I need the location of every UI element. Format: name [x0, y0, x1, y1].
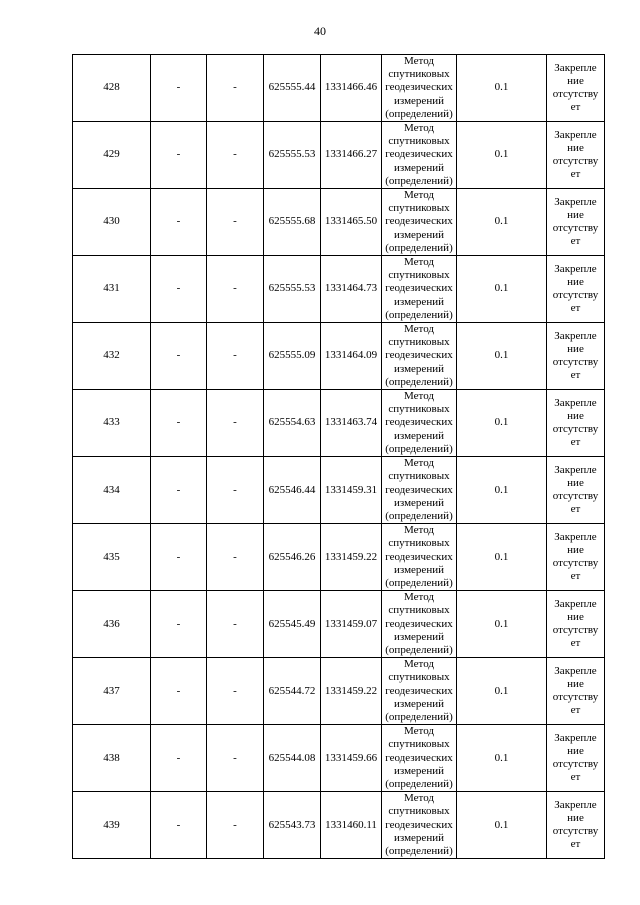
y-coordinate-cell: 1331459.66 [321, 725, 382, 792]
method-cell-line: спутниковых [388, 470, 450, 483]
method-cell-line: измерений [394, 228, 444, 241]
coordinates-table [72, 54, 605, 859]
fixation-cell [547, 323, 605, 390]
x-coordinate-cell: 625546.26 [264, 524, 321, 591]
method-cell-line: измерений [394, 697, 444, 710]
fixation-cell-line: Закрепле [554, 329, 597, 342]
x-coordinate-cell: 625555.68 [264, 189, 321, 256]
fixation-cell [547, 122, 605, 189]
method-cell-line: геодезических [385, 148, 453, 161]
fixation-cell-line: отсутству [552, 155, 599, 168]
fixation-cell-line: отсутству [552, 490, 599, 503]
table-row [73, 189, 605, 256]
method-cell-line: геодезических [385, 818, 453, 831]
fixation-cell-line: ние [567, 744, 584, 757]
method-cell [382, 122, 457, 189]
fixation-cell-line: отсутству [552, 758, 599, 771]
fixation-cell-line: ет [570, 570, 581, 583]
y-coordinate-cell: 1331464.09 [321, 323, 382, 390]
dash-cell: - [207, 256, 264, 323]
dash-cell: - [207, 323, 264, 390]
fixation-cell-line: Закрепле [554, 396, 597, 409]
x-coordinate-cell: 625546.44 [264, 457, 321, 524]
fixation-cell [547, 256, 605, 323]
fixation-cell-line: ние [567, 543, 584, 556]
fixation-cell-line: отсутству [552, 624, 599, 637]
method-cell-line: измерений [394, 563, 444, 576]
fixation-cell [547, 658, 605, 725]
dash-cell: - [151, 725, 207, 792]
method-cell-line: (определений) [385, 844, 453, 857]
method-cell-line: спутниковых [388, 135, 450, 148]
fixation-cell-line: ет [570, 771, 581, 784]
fixation-cell-line: отсутству [552, 825, 599, 838]
fixation-cell-line: отсутству [552, 356, 599, 369]
y-coordinate-cell: 1331459.22 [321, 524, 382, 591]
dash-cell: - [151, 792, 207, 859]
x-coordinate-cell: 625555.44 [264, 55, 321, 122]
accuracy-cell: 0.1 [457, 792, 547, 859]
fixation-cell-line: ние [567, 476, 584, 489]
accuracy-cell: 0.1 [457, 390, 547, 457]
point-number-cell: 430 [73, 189, 151, 256]
method-cell [382, 524, 457, 591]
fixation-cell-line: ние [567, 610, 584, 623]
y-coordinate-cell: 1331460.11 [321, 792, 382, 859]
fixation-cell [547, 591, 605, 658]
dash-cell: - [207, 457, 264, 524]
method-cell-line: (определений) [385, 777, 453, 790]
fixation-cell-line: ет [570, 168, 581, 181]
accuracy-cell: 0.1 [457, 55, 547, 122]
point-number-cell: 432 [73, 323, 151, 390]
method-cell-line: спутниковых [388, 202, 450, 215]
accuracy-cell: 0.1 [457, 457, 547, 524]
fixation-cell-line: отсутству [552, 222, 599, 235]
point-number-cell: 433 [73, 390, 151, 457]
method-cell-line: Метод [404, 725, 434, 738]
method-cell-line: (определений) [385, 643, 453, 656]
method-cell-line: геодезических [385, 550, 453, 563]
method-cell-line: геодезических [385, 349, 453, 362]
fixation-cell-line: ние [567, 677, 584, 690]
fixation-cell-line: ет [570, 838, 581, 851]
y-coordinate-cell: 1331466.46 [321, 55, 382, 122]
fixation-cell-line: Закрепле [554, 262, 597, 275]
method-cell-line: (определений) [385, 442, 453, 455]
dash-cell: - [207, 189, 264, 256]
x-coordinate-cell: 625555.53 [264, 122, 321, 189]
y-coordinate-cell: 1331463.74 [321, 390, 382, 457]
fixation-cell-line: ет [570, 302, 581, 315]
method-cell-line: геодезических [385, 416, 453, 429]
accuracy-cell: 0.1 [457, 725, 547, 792]
x-coordinate-cell: 625545.49 [264, 591, 321, 658]
x-coordinate-cell: 625554.63 [264, 390, 321, 457]
method-cell-line: спутниковых [388, 671, 450, 684]
dash-cell: - [207, 524, 264, 591]
method-cell-line: спутниковых [388, 537, 450, 550]
method-cell-line: измерений [394, 161, 444, 174]
method-cell-line: Метод [404, 792, 434, 805]
table-row [73, 390, 605, 457]
y-coordinate-cell: 1331459.31 [321, 457, 382, 524]
dash-cell: - [207, 792, 264, 859]
fixation-cell-line: отсутству [552, 691, 599, 704]
dash-cell: - [151, 591, 207, 658]
method-cell-line: Метод [404, 658, 434, 671]
method-cell-line: геодезических [385, 751, 453, 764]
method-cell-line: спутниковых [388, 269, 450, 282]
dash-cell: - [151, 55, 207, 122]
method-cell-line: (определений) [385, 174, 453, 187]
method-cell-line: Метод [404, 55, 434, 67]
table-row [73, 524, 605, 591]
table-row [73, 792, 605, 859]
method-cell [382, 323, 457, 390]
method-cell-line: (определений) [385, 308, 453, 321]
point-number-cell: 431 [73, 256, 151, 323]
fixation-cell-line: отсутству [552, 289, 599, 302]
method-cell [382, 55, 457, 122]
method-cell-line: измерений [394, 764, 444, 777]
fixation-cell-line: Закрепле [554, 597, 597, 610]
fixation-cell-line: отсутству [552, 88, 599, 100]
table-row [73, 725, 605, 792]
dash-cell: - [207, 591, 264, 658]
method-cell-line: спутниковых [388, 403, 450, 416]
fixation-cell [547, 55, 605, 122]
fixation-cell [547, 524, 605, 591]
method-cell [382, 591, 457, 658]
point-number-cell: 438 [73, 725, 151, 792]
fixation-cell-line: ние [567, 409, 584, 422]
fixation-cell-line: ет [570, 369, 581, 382]
point-number-cell: 434 [73, 457, 151, 524]
fixation-cell-line: Закрепле [554, 195, 597, 208]
table-row [73, 55, 605, 122]
method-cell-line: (определений) [385, 375, 453, 388]
dash-cell: - [151, 256, 207, 323]
dash-cell: - [207, 390, 264, 457]
method-cell-line: спутниковых [388, 68, 450, 81]
method-cell-line: спутниковых [388, 805, 450, 818]
dash-cell: - [207, 122, 264, 189]
method-cell [382, 457, 457, 524]
y-coordinate-cell: 1331464.73 [321, 256, 382, 323]
method-cell-line: спутниковых [388, 336, 450, 349]
method-cell-line: измерений [394, 94, 444, 107]
fixation-cell [547, 457, 605, 524]
table-row [73, 256, 605, 323]
fixation-cell-line: отсутству [552, 557, 599, 570]
point-number-cell: 429 [73, 122, 151, 189]
method-cell-line: геодезических [385, 617, 453, 630]
table-row [73, 323, 605, 390]
page-number: 40 [314, 24, 326, 38]
fixation-cell-line: ние [567, 275, 584, 288]
point-number-cell: 439 [73, 792, 151, 859]
method-cell-line: Метод [404, 390, 434, 403]
y-coordinate-cell: 1331459.22 [321, 658, 382, 725]
method-cell-line: измерений [394, 295, 444, 308]
fixation-cell-line: ет [570, 637, 581, 650]
fixation-cell-line: Закрепле [554, 798, 597, 811]
dash-cell: - [151, 524, 207, 591]
fixation-cell [547, 390, 605, 457]
table-body [73, 55, 605, 859]
method-cell-line: Метод [404, 122, 434, 135]
fixation-cell-line: Закрепле [554, 664, 597, 677]
table-row [73, 658, 605, 725]
method-cell-line: (определений) [385, 576, 453, 589]
fixation-cell-line: ет [570, 101, 581, 114]
method-cell-line: измерений [394, 630, 444, 643]
dash-cell: - [151, 658, 207, 725]
method-cell [382, 390, 457, 457]
method-cell-line: измерений [394, 362, 444, 375]
dash-cell: - [151, 390, 207, 457]
method-cell [382, 792, 457, 859]
dash-cell: - [207, 725, 264, 792]
fixation-cell-line: ние [567, 208, 584, 221]
x-coordinate-cell: 625544.72 [264, 658, 321, 725]
method-cell-line: геодезических [385, 81, 453, 94]
method-cell-line: геодезических [385, 684, 453, 697]
y-coordinate-cell: 1331466.27 [321, 122, 382, 189]
table-row [73, 591, 605, 658]
x-coordinate-cell: 625555.09 [264, 323, 321, 390]
fixation-cell [547, 189, 605, 256]
fixation-cell-line: ет [570, 235, 581, 248]
method-cell-line: Метод [404, 591, 434, 604]
fixation-cell-line: Закрепле [554, 61, 597, 74]
method-cell-line: измерений [394, 429, 444, 442]
accuracy-cell: 0.1 [457, 524, 547, 591]
method-cell [382, 256, 457, 323]
dash-cell: - [151, 122, 207, 189]
method-cell-line: спутниковых [388, 604, 450, 617]
fixation-cell-line: ние [567, 141, 584, 154]
fixation-cell-line: Закрепле [554, 128, 597, 141]
method-cell-line: геодезических [385, 215, 453, 228]
fixation-cell-line: ние [567, 342, 584, 355]
fixation-cell-line: Закрепле [554, 731, 597, 744]
x-coordinate-cell: 625544.08 [264, 725, 321, 792]
fixation-cell-line: ние [567, 811, 584, 824]
method-cell-line: Метод [404, 189, 434, 202]
point-number-cell: 436 [73, 591, 151, 658]
y-coordinate-cell: 1331459.07 [321, 591, 382, 658]
point-number-cell: 428 [73, 55, 151, 122]
dash-cell: - [151, 189, 207, 256]
fixation-cell-line: ет [570, 704, 581, 717]
method-cell-line: геодезических [385, 483, 453, 496]
x-coordinate-cell: 625555.53 [264, 256, 321, 323]
accuracy-cell: 0.1 [457, 591, 547, 658]
method-cell-line: (определений) [385, 107, 453, 120]
dash-cell: - [151, 457, 207, 524]
accuracy-cell: 0.1 [457, 658, 547, 725]
method-cell [382, 189, 457, 256]
fixation-cell-line: отсутству [552, 423, 599, 436]
method-cell [382, 658, 457, 725]
method-cell [382, 725, 457, 792]
method-cell-line: (определений) [385, 241, 453, 254]
y-coordinate-cell: 1331465.50 [321, 189, 382, 256]
point-number-cell: 435 [73, 524, 151, 591]
table-row [73, 457, 605, 524]
method-cell-line: (определений) [385, 509, 453, 522]
method-cell-line: спутниковых [388, 738, 450, 751]
method-cell-line: Метод [404, 457, 434, 470]
fixation-cell-line: ние [567, 74, 584, 87]
fixation-cell-line: ет [570, 436, 581, 449]
dash-cell: - [207, 55, 264, 122]
fixation-cell [547, 792, 605, 859]
dash-cell: - [207, 658, 264, 725]
accuracy-cell: 0.1 [457, 189, 547, 256]
x-coordinate-cell: 625543.73 [264, 792, 321, 859]
fixation-cell-line: ет [570, 503, 581, 516]
table-row [73, 122, 605, 189]
accuracy-cell: 0.1 [457, 122, 547, 189]
accuracy-cell: 0.1 [457, 323, 547, 390]
fixation-cell [547, 725, 605, 792]
method-cell-line: (определений) [385, 710, 453, 723]
fixation-cell-line: Закрепле [554, 463, 597, 476]
method-cell-line: измерений [394, 831, 444, 844]
dash-cell: - [151, 323, 207, 390]
method-cell-line: Метод [404, 524, 434, 537]
method-cell-line: измерений [394, 496, 444, 509]
accuracy-cell: 0.1 [457, 256, 547, 323]
fixation-cell-line: Закрепле [554, 530, 597, 543]
point-number-cell: 437 [73, 658, 151, 725]
method-cell-line: Метод [404, 323, 434, 336]
method-cell-line: Метод [404, 256, 434, 269]
method-cell-line: геодезических [385, 282, 453, 295]
